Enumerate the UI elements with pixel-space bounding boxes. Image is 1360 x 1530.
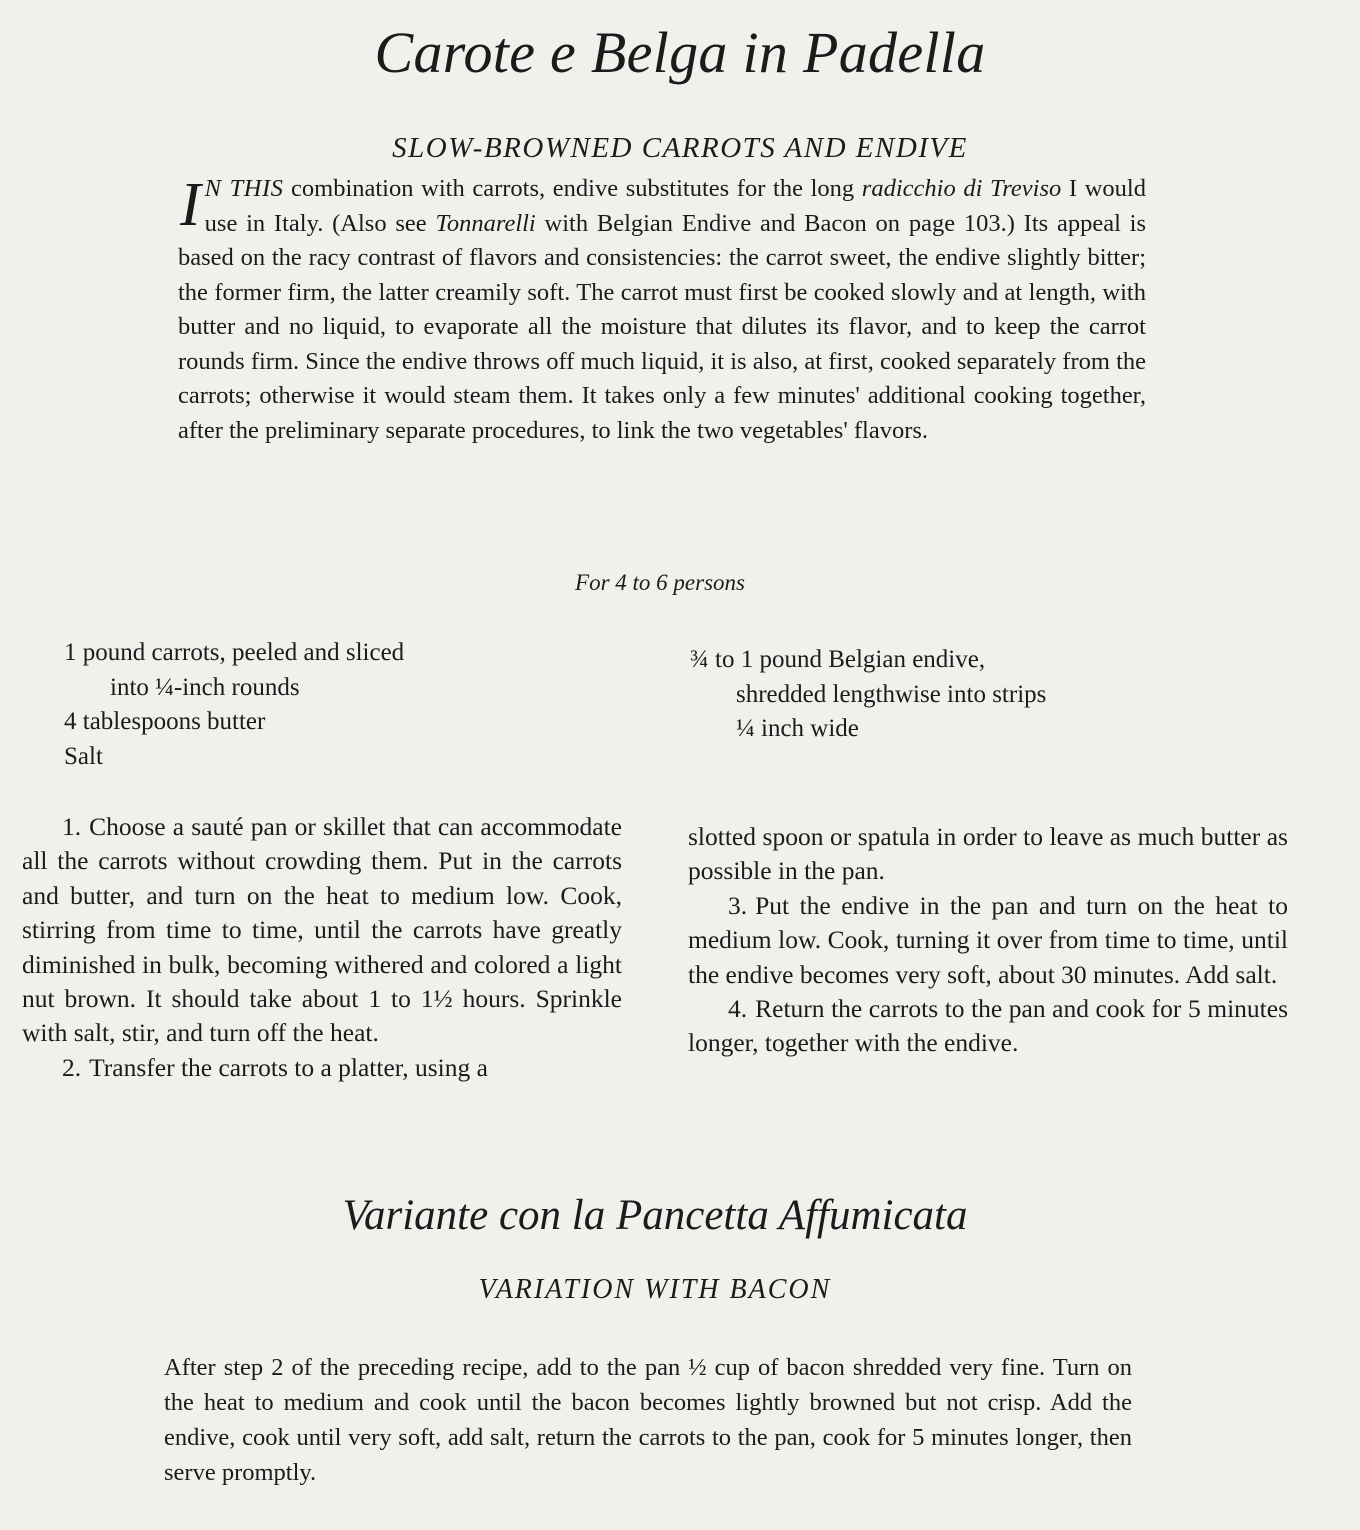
intro-italic-term: Tonnarelli: [435, 209, 536, 237]
variation-text: After step 2 of the preceding recipe, add to the pan ½ cup of bacon shredded very fine. Turn on the heat to medium and cook until the bacon becomes lightly browned but not crisp. Add the endive, cook until very soft, add salt, return the carrots to the pan, cook for 5 minutes longer, then serve promptly.: [164, 1354, 1132, 1486]
intro-lead-words: N THIS: [204, 175, 284, 202]
intro-italic-term: radicchio di Treviso: [861, 175, 1062, 202]
step-text: Choose a sauté pan or skillet that can accommodate all the carrots without crowding them. Put in the carrots and butter, and turn on the heat to medium low. Cook, stirring from time to time, until the carrots have greatly diminished in bulk, becoming withered and colored a light nut brown. It should take about 1 to 1½ hours. Sprinkle with salt, stir, and turn off the heat.: [22, 812, 622, 1048]
intro-text: I would use in Italy. (Also see: [204, 175, 1146, 237]
step-paragraph: [688, 992, 1288, 1061]
ingredient-line: Salt: [64, 742, 103, 770]
recipe-title: Carote e Belga in Padella: [374, 20, 986, 85]
recipe-subtitle: SLOW-BROWNED CARROTS AND ENDIVE: [392, 132, 968, 164]
variation-title: Variante con la Pancetta Affumicata: [342, 1192, 968, 1239]
step-number: 1.: [62, 812, 82, 841]
serves-line: For 4 to 6 persons: [575, 570, 745, 595]
step-paragraph: [688, 820, 1288, 889]
steps-right-column: [688, 820, 1288, 1061]
ingredients-right: [690, 643, 1210, 747]
steps-left-column: [22, 810, 622, 1085]
ingredient-line: 4 tablespoons butter: [64, 708, 266, 735]
ingredient-line: shredded lengthwise into strips: [736, 680, 1047, 708]
ingredient-line: 1 pound carrots, peeled and sliced: [64, 639, 405, 666]
drop-cap: I: [180, 171, 201, 239]
intro-text: combination with carrots, endive substitutes for the long: [283, 175, 862, 202]
step-paragraph: [688, 889, 1288, 992]
intro-text: with Belgian Endive and Bacon on page 103.) Its appeal is based on the racy contrast of flavors and consistencies: the carrot sweet, the endive slightly bitter; the former firm, the latter creamily soft. The carrot must first be cooked slowly and at length, with butter and no liquid, to evaporate all the moisture that dilutes its flavor, and to keep the carrot rounds firm. Since the endive throws off much liquid, it is also, at first, cooked separately from the carrots; otherwise it would steam them. It takes only a few minutes' additional cooking together, after the preliminary separate procedures, to link the two vegetables' flavors.: [178, 209, 1146, 444]
step-text: slotted spoon or spatula in order to leave as much butter as possible in the pan.: [688, 822, 1288, 886]
step-text: Return the carrots to the pan and cook for 5 minutes longer, together with the endive.: [688, 994, 1288, 1058]
ingredient-line: into ¼-inch rounds: [110, 673, 300, 701]
step-paragraph: [22, 810, 622, 1051]
ingredient-line: ¾ to 1 pound Belgian endive,: [690, 646, 986, 673]
step-number: 4.: [728, 994, 748, 1024]
step-number: 3.: [728, 890, 748, 920]
step-text: Transfer the carrots to a platter, using a: [89, 1052, 488, 1082]
step-text: Put the endive in the pan and turn on the heat to medium low. Cook, turning it over from time to time, until the endive becomes very soft, about 30 minutes. Add salt.: [688, 890, 1288, 989]
step-number: 2.: [62, 1052, 82, 1082]
variation-subtitle: VARIATION WITH BACON: [478, 1274, 832, 1305]
ingredients-left: [64, 636, 584, 774]
variation-body: [164, 1350, 1132, 1490]
step-paragraph: [22, 1051, 622, 1085]
intro-paragraph: [178, 172, 1146, 448]
ingredient-line: ¼ inch wide: [736, 715, 859, 742]
